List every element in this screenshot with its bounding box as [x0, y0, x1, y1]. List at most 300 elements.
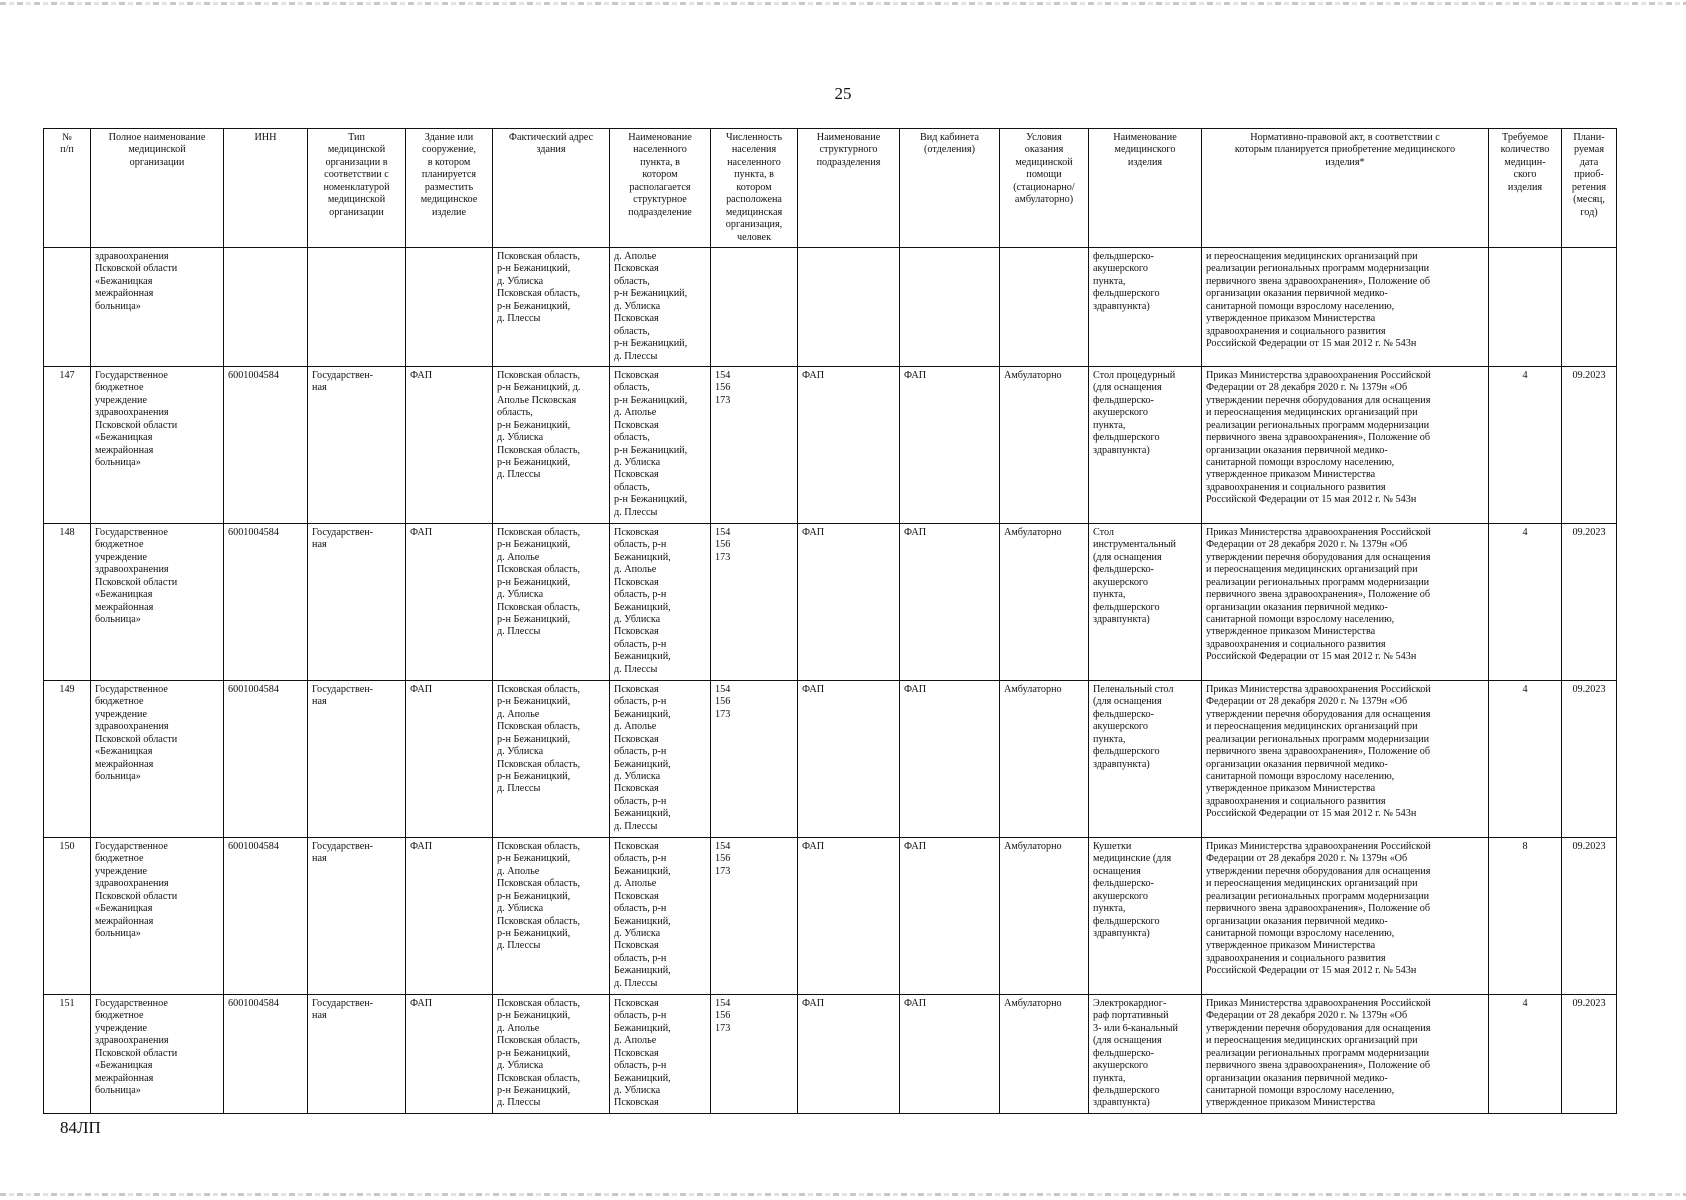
cell-line: здравпункта) — [1093, 928, 1150, 939]
cell-conditions: Амбулаторно — [1000, 366, 1089, 523]
cell-population — [711, 523, 798, 680]
cell-line: Псковская область, — [497, 758, 581, 770]
cell-line: Псковская — [614, 419, 659, 431]
table-row — [44, 523, 1617, 680]
column-header-line: организация, — [725, 219, 783, 231]
column-header-line: помощи — [1026, 169, 1062, 181]
cell-unit — [798, 248, 900, 367]
cell-line: больница» — [95, 1085, 141, 1096]
cell-line: бюджетное — [95, 696, 144, 708]
cell-line: учреждение — [95, 1022, 148, 1034]
cell-line: утверждении перечня оборудования для оснащения — [1206, 551, 1431, 563]
column-header-line: медицинской — [1015, 156, 1073, 168]
cell-line: Псковская область, — [497, 288, 581, 300]
column-header — [308, 129, 406, 248]
cell-num: 148 — [44, 523, 91, 680]
cell-line: д. Ублиска — [614, 457, 661, 468]
cell-line: (для оснащения — [1093, 382, 1162, 394]
cell-line: реализации региональных программ модернизации — [1206, 576, 1430, 588]
cell-line: здравоохранения — [95, 721, 169, 733]
cell-unit: ФАП — [798, 523, 900, 680]
cell-line: область, р-н — [614, 746, 667, 758]
column-header-line: подразделения — [816, 156, 881, 168]
cell-line: и переоснащения медицинских организаций при — [1206, 1035, 1418, 1047]
cell-line: пункта, — [1093, 275, 1126, 287]
column-header — [1202, 129, 1489, 248]
cell-line: организации оказания первичной медико- — [1206, 288, 1388, 300]
cell-line: учреждение — [95, 551, 148, 563]
cell-line: 154 — [715, 997, 731, 1009]
cell-line: Псковская — [614, 733, 659, 745]
cell-line: Бежаницкий, — [614, 601, 671, 613]
table-row — [44, 837, 1617, 994]
cell-device — [1089, 366, 1202, 523]
cell-type — [308, 366, 406, 523]
cell-line: р-н Бежаницкий, — [497, 1085, 571, 1096]
cell-line: Федерации от 28 декабря 2020 г. № 1379н «Об — [1206, 853, 1408, 865]
cell-line: медицинские (для — [1093, 853, 1172, 865]
cell-line: утверждении перечня оборудования для оснащения — [1206, 865, 1431, 877]
cell-settlement — [610, 248, 711, 367]
cell-line: Псковская область, — [497, 369, 581, 381]
cell-line: ная — [312, 696, 327, 708]
cell-line: Псковская область, — [497, 997, 581, 1009]
cell-line: санитарной помощи взрослому населению, — [1206, 300, 1395, 312]
cell-line: санитарной помощи взрослому населению, — [1206, 1085, 1395, 1096]
cell-line: акушерского — [1093, 890, 1148, 902]
cell-line: д. Плессы — [497, 469, 541, 481]
cell-line: «Бежаницкая — [95, 275, 153, 287]
cell-line: и переоснащения медицинских организаций при — [1206, 878, 1418, 890]
cell-line: д. Аполье — [497, 865, 540, 877]
cell-line: 156 — [715, 696, 731, 708]
column-header-line: изделия — [1507, 181, 1543, 193]
cell-population — [711, 680, 798, 837]
cell-type — [308, 248, 406, 367]
cell-line: акушерского — [1093, 721, 1148, 733]
cell-line: пункта, — [1093, 733, 1126, 745]
cell-num: 147 — [44, 366, 91, 523]
cell-line: больница» — [95, 771, 141, 782]
cell-line: и переоснащения медицинских организаций при — [1206, 407, 1418, 419]
table-row — [44, 366, 1617, 523]
column-header-line: которым планируется приобретение медицинского — [1234, 144, 1456, 156]
cell-qty: 4 — [1489, 366, 1562, 523]
cell-inn: 6001004584 — [224, 680, 308, 837]
cell-line: ная — [312, 1010, 327, 1022]
cell-line: Государствен- — [312, 526, 374, 538]
cell-act — [1202, 523, 1489, 680]
cell-line: Приказ Министерства здравоохранения Российской — [1206, 683, 1431, 695]
cell-cabinet: ФАП — [900, 994, 1000, 1113]
cell-act — [1202, 680, 1489, 837]
cell-line: Псковская область, — [497, 444, 581, 456]
cell-line: д. Ублиска — [614, 614, 661, 625]
column-header-line: организации — [129, 156, 185, 168]
cell-line: бюджетное — [95, 1010, 144, 1022]
cell-line: Бежаницкий, — [614, 965, 671, 977]
cell-line: д. Плессы — [497, 626, 541, 638]
cell-qty — [1489, 248, 1562, 367]
cell-type — [308, 680, 406, 837]
cell-inn: 6001004584 — [224, 523, 308, 680]
cell-line: Псковская — [614, 840, 659, 852]
cell-line: 156 — [715, 853, 731, 865]
cell-population — [711, 837, 798, 994]
cell-date: 09.2023 — [1562, 837, 1617, 994]
column-header-line: медицинской — [327, 144, 386, 156]
cell-line: Приказ Министерства здравоохранения Российской — [1206, 526, 1431, 538]
cell-line: Бежаницкий, — [614, 915, 671, 927]
column-header-line: подразделение — [628, 206, 692, 218]
cell-inn — [224, 248, 308, 367]
cell-org — [91, 680, 224, 837]
cell-line: утвержденное приказом Министерства — [1206, 1097, 1376, 1109]
cell-line: межрайонная — [95, 601, 154, 613]
cell-act — [1202, 994, 1489, 1113]
cell-line: область, р-н — [614, 539, 667, 551]
cell-line: область, — [614, 325, 650, 337]
cell-line: первичного звена здравоохранения», Положение об — [1206, 589, 1431, 601]
cell-device — [1089, 837, 1202, 994]
cell-line: 156 — [715, 539, 731, 551]
cell-line: р-н Бежаницкий, — [497, 419, 571, 431]
cell-line: санитарной помощи взрослому населению, — [1206, 928, 1395, 939]
cell-line: и переоснащения медицинских организаций при — [1206, 251, 1418, 262]
column-header-line: в котором — [427, 156, 471, 168]
cell-line: д. Плессы — [614, 506, 658, 518]
cell-unit: ФАП — [798, 837, 900, 994]
cell-line: (для оснащения — [1093, 1035, 1162, 1047]
cell-line: Псковская — [614, 783, 659, 795]
cell-building — [406, 248, 493, 367]
cell-line: Российской Федерации от 15 мая 2012 г. № 543н — [1206, 651, 1417, 663]
cell-line: фельдшерско- — [1093, 708, 1154, 720]
column-header-line: сооружение, — [421, 144, 477, 156]
cell-line: д. Аполье — [497, 1022, 540, 1034]
cell-line: р-н Бежаницкий, — [497, 890, 571, 902]
cell-line: акушерского — [1093, 263, 1148, 275]
page-number: 25 — [834, 84, 852, 103]
column-header-line: человек — [736, 231, 772, 243]
cell-line: здравпункта) — [1093, 444, 1150, 456]
cell-line: д. Аполье — [614, 564, 657, 576]
cell-line: Псковская — [614, 263, 659, 275]
cell-building: ФАП — [406, 837, 493, 994]
cell-line: утверждении перечня оборудования для оснащения — [1206, 394, 1431, 406]
cell-line: область, — [614, 432, 650, 444]
cell-line: Государствен- — [312, 369, 374, 381]
column-header-line: Вид кабинета — [919, 132, 979, 143]
cell-line: ная — [312, 539, 327, 551]
cell-population — [711, 994, 798, 1113]
cell-line: р-н Бежаницкий, — [497, 928, 571, 939]
cell-line: больница» — [95, 928, 141, 939]
cell-line: организации оказания первичной медико- — [1206, 915, 1388, 927]
cell-line: «Бежаницкая — [95, 746, 153, 758]
cell-line: д. Ублиска — [497, 746, 544, 758]
column-header-line: медицин- — [1504, 156, 1546, 168]
cell-line: 154 — [715, 369, 731, 381]
cell-line: фельдшерско- — [1093, 394, 1154, 406]
cell-line: межрайонная — [95, 444, 154, 456]
column-header-line: организации в — [325, 156, 388, 168]
column-header-line: котором — [736, 181, 772, 193]
column-header — [711, 129, 798, 248]
cell-line: д. Ублиска — [497, 432, 544, 444]
cell-line: Приказ Министерства здравоохранения Российской — [1206, 840, 1431, 852]
footer-code: 84ЛП — [60, 1118, 101, 1137]
cell-line: Бежаницкий, — [614, 1072, 671, 1084]
cell-org — [91, 366, 224, 523]
cell-cabinet — [900, 248, 1000, 367]
cell-line: здравоохранения и социального развития — [1206, 795, 1386, 807]
cell-line: межрайонная — [95, 758, 154, 770]
cell-line: Псковская область, — [497, 564, 581, 576]
cell-line: Бежаницкий, — [614, 651, 671, 663]
cell-date: 09.2023 — [1562, 523, 1617, 680]
cell-line: Стол процедурный — [1093, 369, 1176, 381]
cell-line: Кушетки — [1093, 840, 1132, 852]
continuation-row — [44, 248, 1617, 367]
cell-line: д. Аполье — [614, 407, 657, 419]
cell-line: Псковская область, — [497, 840, 581, 852]
cell-line: Государствен- — [312, 840, 374, 852]
column-header-line: медицинское — [420, 194, 478, 206]
table-row — [44, 994, 1617, 1113]
cell-line: фельдшерского — [1093, 746, 1160, 758]
cell-line: р-н Бежаницкий, — [497, 614, 571, 625]
cell-line: межрайонная — [95, 288, 154, 300]
column-header — [610, 129, 711, 248]
cell-line: 156 — [715, 382, 731, 394]
cell-line: Псковская — [614, 313, 659, 325]
cell-line: утвержденное приказом Министерства — [1206, 469, 1376, 481]
column-header-line: номенклатурой — [323, 181, 390, 193]
cell-settlement — [610, 680, 711, 837]
cell-line: 173 — [715, 1022, 731, 1034]
cell-num: 150 — [44, 837, 91, 994]
column-header-line: медицинской — [327, 194, 386, 206]
cell-conditions: Амбулаторно — [1000, 837, 1089, 994]
cell-line: д. Ублиска — [497, 903, 544, 915]
cell-line: д. Ублиска — [614, 928, 661, 939]
cell-line: здравпункта) — [1093, 1097, 1150, 1109]
cell-line: д. Ублиска — [497, 1060, 544, 1072]
cell-inn: 6001004584 — [224, 837, 308, 994]
cell-line: бюджетное — [95, 382, 144, 394]
cell-address — [493, 523, 610, 680]
cell-line: Государственное — [95, 683, 168, 695]
cell-line: первичного звена здравоохранения», Положение об — [1206, 903, 1431, 915]
cell-line: первичного звена здравоохранения», Положение об — [1206, 275, 1431, 287]
cell-line: утвержденное приказом Министерства — [1206, 783, 1376, 795]
cell-address — [493, 994, 610, 1113]
cell-line: акушерского — [1093, 1060, 1148, 1072]
cell-cabinet: ФАП — [900, 680, 1000, 837]
cell-inn: 6001004584 — [224, 994, 308, 1113]
cell-line: область, р-н — [614, 952, 667, 964]
column-header-line: котором — [642, 169, 678, 181]
cell-line: первичного звена здравоохранения», Положение об — [1206, 746, 1431, 758]
cell-line: 173 — [715, 394, 731, 406]
cell-line: фельдшерско- — [1093, 564, 1154, 576]
header-row — [44, 129, 1617, 248]
cell-line: Псковской области — [95, 890, 178, 902]
cell-line: Псковской области — [95, 733, 178, 745]
column-header-line: планируется — [421, 169, 477, 181]
cell-line: здравоохранения и социального развития — [1206, 481, 1386, 493]
cell-date: 09.2023 — [1562, 680, 1617, 837]
column-header — [493, 129, 610, 248]
cell-conditions: Амбулаторно — [1000, 994, 1089, 1113]
cell-line: Бежаницкий, — [614, 1022, 671, 1034]
column-header — [224, 129, 308, 248]
cell-line: и переоснащения медицинских организаций при — [1206, 564, 1418, 576]
cell-address — [493, 366, 610, 523]
column-header-line: изделия — [1127, 156, 1163, 168]
cell-unit: ФАП — [798, 994, 900, 1113]
column-header-line: Нормативно-правовой акт, в соответствии с — [1250, 132, 1440, 143]
cell-line: организации оказания первичной медико- — [1206, 758, 1388, 770]
cell-line: Псковская — [614, 369, 659, 381]
cell-line: организации оказания первичной медико- — [1206, 1072, 1388, 1084]
column-header-line: Фактический адрес — [508, 132, 594, 143]
cell-line: фельдшерского — [1093, 915, 1160, 927]
cell-line: Псковская — [614, 1047, 659, 1059]
cell-line: р-н Бежаницкий, д. — [497, 382, 581, 394]
cell-inn: 6001004584 — [224, 366, 308, 523]
cell-date: 09.2023 — [1562, 994, 1617, 1113]
cell-line: область, р-н — [614, 1060, 667, 1072]
cell-line: реализации региональных программ модернизации — [1206, 1047, 1430, 1059]
cell-line: р-н Бежаницкий, — [497, 263, 571, 275]
cell-line: р-н Бежаницкий, — [497, 733, 571, 745]
column-header-line: год) — [1580, 206, 1598, 218]
cell-line: «Бежаницкая — [95, 1060, 153, 1072]
cell-line: здравоохранения — [95, 1035, 169, 1047]
equipment-table — [43, 128, 1617, 1114]
cell-line: область, — [614, 481, 650, 493]
cell-line: первичного звена здравоохранения», Положение об — [1206, 1060, 1431, 1072]
cell-line: учреждение — [95, 394, 148, 406]
table-body — [44, 248, 1617, 1114]
cell-line: Стол — [1093, 526, 1115, 538]
cell-line: больница» — [95, 457, 141, 468]
scan-edge-top — [0, 2, 1686, 5]
cell-line: область, р-н — [614, 696, 667, 708]
cell-line: Государственное — [95, 369, 168, 381]
cell-line: р-н Бежаницкий, — [614, 444, 688, 456]
cell-cabinet: ФАП — [900, 366, 1000, 523]
cell-line: 154 — [715, 683, 731, 695]
cell-line: р-н Бежаницкий, — [614, 338, 688, 350]
cell-cabinet: ФАП — [900, 837, 1000, 994]
column-header-line: изделие — [431, 206, 467, 218]
cell-type — [308, 994, 406, 1113]
cell-line: Псковская область, — [497, 683, 581, 695]
cell-line: Российской Федерации от 15 мая 2012 г. № 543н — [1206, 494, 1417, 506]
column-header — [1562, 129, 1617, 248]
column-header-line: Плани- — [1573, 132, 1605, 143]
cell-line: реализации региональных программ модернизации — [1206, 263, 1430, 275]
cell-line: область, р-н — [614, 795, 667, 807]
cell-line: «Бежаницкая — [95, 589, 153, 601]
column-header-line: Требуемое — [1502, 132, 1548, 143]
cell-line: пункта, — [1093, 903, 1126, 915]
column-header — [900, 129, 1000, 248]
cell-line: Государственное — [95, 997, 168, 1009]
cell-line: «Бежаницкая — [95, 432, 153, 444]
cell-building: ФАП — [406, 680, 493, 837]
cell-settlement — [610, 366, 711, 523]
cell-line: санитарной помощи взрослому населению, — [1206, 457, 1395, 468]
cell-line: «Бежаницкая — [95, 903, 153, 915]
cell-line: р-н Бежаницкий, — [614, 494, 688, 506]
cell-num: 151 — [44, 994, 91, 1113]
column-header-line: Тип — [348, 132, 365, 143]
column-header-line: дата — [1579, 156, 1599, 168]
column-header-line: (месяц, — [1573, 194, 1605, 206]
cell-line: область, р-н — [614, 589, 667, 601]
cell-conditions: Амбулаторно — [1000, 680, 1089, 837]
cell-line: фельдшерского — [1093, 1085, 1160, 1096]
column-header-line: приоб- — [1574, 169, 1604, 181]
column-header-line: изделия* — [1325, 156, 1365, 168]
cell-line: здравоохранения — [95, 878, 169, 890]
cell-line: оснащения — [1093, 865, 1141, 877]
cell-line: фельдшерского — [1093, 288, 1160, 300]
cell-line: Псковской области — [95, 263, 178, 275]
cell-line: д. Аполье — [614, 251, 657, 262]
cell-line: Бежаницкий, — [614, 551, 671, 563]
column-header-line: количество — [1500, 144, 1550, 156]
cell-line: утвержденное приказом Министерства — [1206, 626, 1376, 638]
column-header-line: структурного — [819, 144, 878, 156]
column-header-line: п/п — [60, 144, 74, 156]
column-header-line: располагается — [629, 181, 691, 193]
cell-line: акушерского — [1093, 576, 1148, 588]
cell-line: и переоснащения медицинских организаций при — [1206, 721, 1418, 733]
scan-edge-bottom — [0, 1193, 1686, 1196]
cell-line: Электрокардиог- — [1093, 997, 1167, 1009]
cell-conditions: Амбулаторно — [1000, 523, 1089, 680]
cell-line: Бежаницкий, — [614, 708, 671, 720]
cell-line: р-н Бежаницкий, — [497, 300, 571, 312]
column-header — [44, 129, 91, 248]
cell-line: раф портативный — [1093, 1010, 1169, 1022]
column-header-line: населенного — [727, 156, 781, 168]
cell-line: Псковская — [614, 890, 659, 902]
cell-line: д. Аполье — [614, 721, 657, 733]
cell-line: реализации региональных программ модернизации — [1206, 419, 1430, 431]
cell-line: организации оказания первичной медико- — [1206, 601, 1388, 613]
cell-line: (для оснащения — [1093, 696, 1162, 708]
cell-line: фельдшерско- — [1093, 878, 1154, 890]
cell-line: здравоохранения — [95, 251, 169, 262]
cell-unit: ФАП — [798, 366, 900, 523]
cell-line: область, — [614, 382, 650, 394]
cell-line: фельдшерско- — [1093, 1047, 1154, 1059]
cell-line: Псковская — [614, 526, 659, 538]
cell-line: д. Плессы — [614, 350, 658, 362]
cell-line: утверждении перечня оборудования для оснащения — [1206, 708, 1431, 720]
cell-line: ная — [312, 382, 327, 394]
cell-line: пункта, — [1093, 589, 1126, 601]
cell-line: область, р-н — [614, 1010, 667, 1022]
column-header-line: амбулаторно) — [1014, 194, 1074, 206]
cell-line: Псковская — [614, 1097, 659, 1109]
